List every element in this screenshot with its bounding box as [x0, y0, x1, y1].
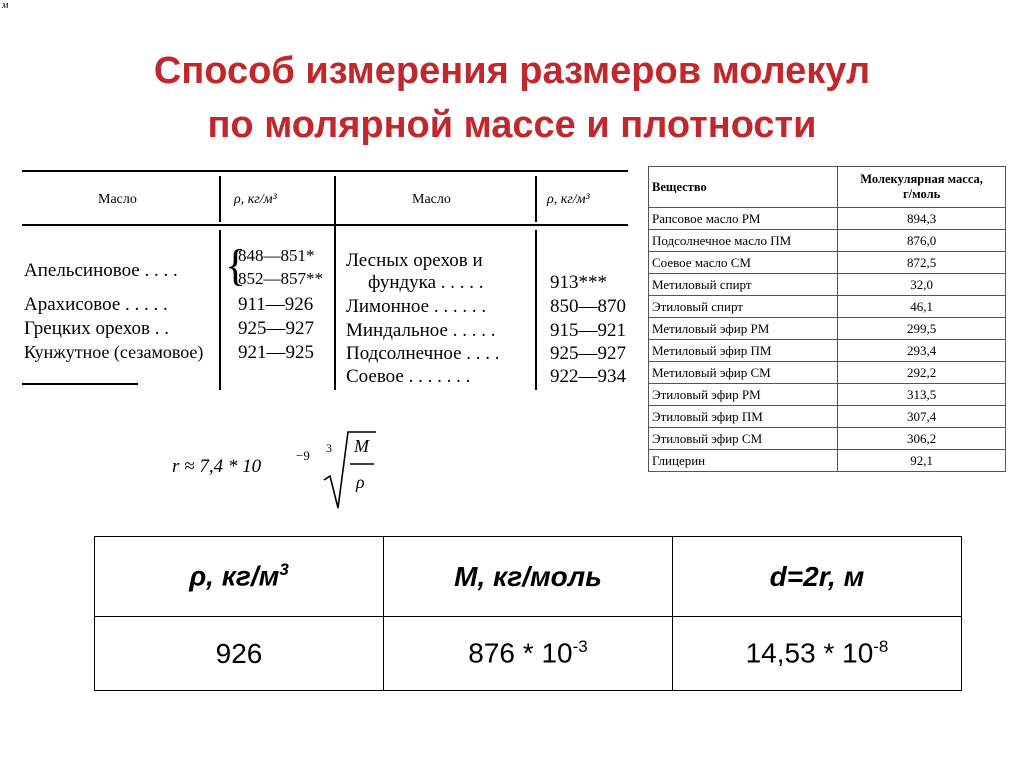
oils-density-table	[22, 170, 628, 405]
header-molar-mass-line1: Молекулярная масса,	[860, 172, 983, 186]
substance-name: Метиловый спирт	[649, 274, 838, 296]
col-divider-3b	[535, 230, 537, 390]
substance-name: Метиловый эфир РМ	[649, 318, 838, 340]
header-density-label: ρ, кг/м	[189, 560, 280, 592]
diameter-value-base: 14,53 * 10	[745, 637, 874, 669]
result-value-row	[95, 617, 962, 691]
molar-mass-value: 32,0	[838, 274, 1006, 296]
table-row	[649, 274, 1006, 296]
molar-mass-value: 292,2	[838, 362, 1006, 384]
table-row	[649, 428, 1006, 450]
header-molar-mass	[838, 167, 1006, 208]
header-substance: Вещество	[649, 167, 838, 208]
table-row	[649, 384, 1006, 406]
molar-mass-value: 894,3	[838, 208, 1006, 230]
table-row	[649, 406, 1006, 428]
slide-title	[0, 44, 1024, 152]
substance-name: Этиловый эфир ПМ	[649, 406, 838, 428]
molar-mass-value: 307,4	[838, 406, 1006, 428]
molar-mass-value: 92,1	[838, 450, 1006, 472]
oil-name: Лесных орехов и	[346, 250, 483, 271]
formula-numerator: M	[354, 436, 369, 456]
oil-density: 922—934	[550, 366, 626, 387]
table-row	[649, 296, 1006, 318]
bottom-short-rule	[22, 383, 138, 385]
header-molar: M, кг/моль	[384, 537, 673, 617]
molar-mass-value: 293,4	[838, 340, 1006, 362]
table-row	[649, 450, 1006, 472]
molar-mass-value: 299,5	[838, 318, 1006, 340]
brace-mark: {	[225, 241, 247, 290]
table-row	[649, 208, 1006, 230]
formula-lhs: r ≈ 7,4 * 10	[172, 456, 262, 477]
substance-name: Метиловый эфир СМ	[649, 362, 838, 384]
molar-value-base: 876 * 10	[468, 637, 573, 669]
molar-mass-value: 876,0	[838, 230, 1006, 252]
result-header-row	[95, 537, 962, 617]
table-row	[649, 252, 1006, 274]
corner-mark: м	[2, 0, 9, 11]
molar-mass-value: 46,1	[838, 296, 1006, 318]
molar-mass-value: 872,5	[838, 252, 1006, 274]
substance-name: Соевое масло СМ	[649, 252, 838, 274]
substance-name: Метиловый эфир ПМ	[649, 340, 838, 362]
oil-name: Арахисовое . . . . .	[24, 294, 168, 315]
substance-name: Подсолнечное масло ПМ	[649, 230, 838, 252]
header-oil-left: Масло	[98, 192, 137, 207]
oil-density: 925—927	[550, 343, 626, 364]
oil-name: Миндальное . . . . .	[346, 320, 496, 341]
oil-name: фундука . . . . .	[368, 272, 484, 293]
molar-mass-value: 313,5	[838, 384, 1006, 406]
oil-name: Подсолнечное . . . .	[346, 343, 500, 364]
substance-name: Глицерин	[649, 450, 838, 472]
table-row	[649, 318, 1006, 340]
table-row	[649, 230, 1006, 252]
oil-name: Соевое . . . . . . .	[346, 366, 471, 387]
density-value: 926	[95, 617, 384, 691]
oil-density: 915—921	[550, 320, 626, 341]
formula-root-index: 3	[326, 441, 332, 455]
header-density-right: ρ, кг/м³	[547, 192, 590, 207]
header-oil-right: Масло	[412, 192, 451, 207]
substance-name: Этиловый эфир СМ	[649, 428, 838, 450]
oil-name: Грецких орехов . .	[24, 318, 169, 339]
col-divider-3	[535, 176, 537, 222]
oil-name: Лимонное . . . . . .	[346, 296, 487, 317]
table-row	[649, 340, 1006, 362]
substance-name: Этиловый эфир РМ	[649, 384, 838, 406]
top-rule	[22, 170, 628, 172]
molar-value	[384, 617, 673, 691]
result-table	[94, 536, 962, 691]
oil-name: Кунжутное (сезамовое)	[24, 342, 204, 362]
molar-mass-table	[648, 166, 1006, 472]
substance-name: Этиловый спирт	[649, 296, 838, 318]
oil-density: 925—927	[238, 318, 314, 339]
oil-name: Апельсиновое . . . .	[24, 260, 178, 281]
col-divider-1b	[219, 230, 221, 390]
radius-formula	[172, 428, 382, 518]
formula-exponent: −9	[296, 448, 310, 463]
title-line-2: по молярной массе и плотности	[207, 104, 817, 146]
header-density	[95, 537, 384, 617]
formula-denominator: ρ	[356, 472, 365, 492]
diameter-value-power: -8	[873, 637, 889, 657]
header-molar-mass-line2: г/моль	[902, 187, 941, 201]
col-divider-1	[219, 176, 221, 222]
header-diameter: d=2r, м	[673, 537, 962, 617]
oil-density: 848—851*	[238, 246, 315, 265]
header-density-power: 3	[279, 560, 289, 580]
substance-name: Рапсовое масло РМ	[649, 208, 838, 230]
header-density-left: ρ, кг/м³	[234, 192, 277, 207]
table-header-row	[649, 167, 1006, 208]
oil-density: 921—925	[238, 342, 314, 363]
diameter-value	[673, 617, 962, 691]
title-line-1: Способ измерения размеров молекул	[153, 50, 871, 92]
oil-density: 913***	[550, 272, 607, 293]
oil-density: 852—857**	[238, 269, 323, 288]
oil-density: 850—870	[550, 296, 626, 317]
header-rule	[22, 224, 628, 226]
molar-mass-value: 306,2	[838, 428, 1006, 450]
oil-density: 911—926	[238, 294, 314, 315]
col-divider-2	[334, 176, 336, 390]
table-row	[649, 362, 1006, 384]
molar-value-power: -3	[572, 637, 588, 657]
